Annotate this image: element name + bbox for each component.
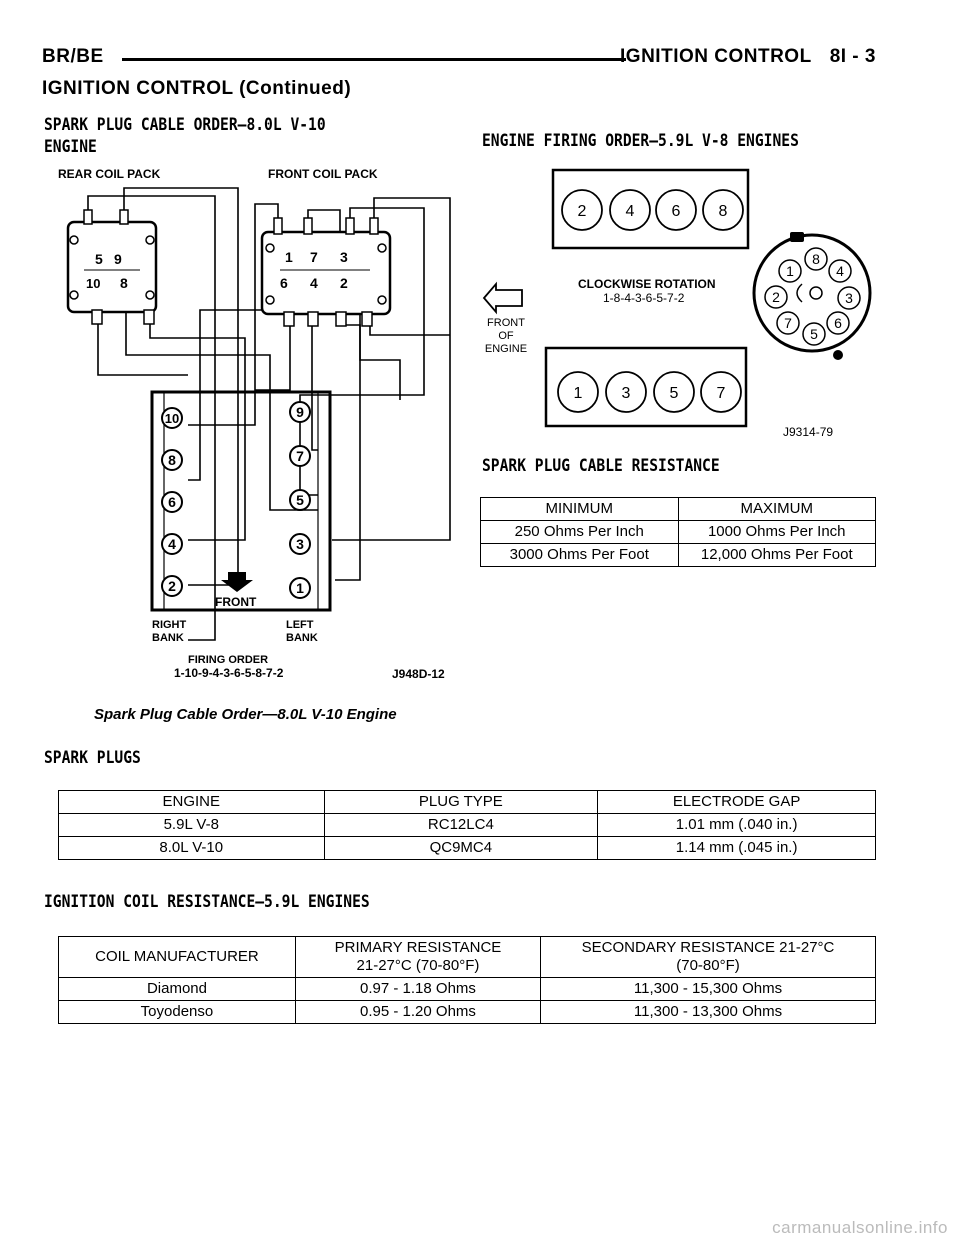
top-cylinder-2: 2 [577, 203, 587, 220]
header-page-number: 8I - 3 [829, 46, 876, 67]
firing-order-value: 1-10-9-4-3-6-5-8-7-2 [174, 666, 284, 680]
coil-resistance-table [58, 936, 876, 1024]
page-header [42, 40, 876, 76]
table-row [481, 521, 876, 544]
right-bank-label-line2: BANK [152, 632, 184, 644]
table-row [59, 837, 876, 860]
table-cell: 11,300 - 13,300 Ohms [541, 1001, 876, 1024]
rear-coil-tower-10: 10 [86, 276, 101, 291]
cable-order-title [44, 114, 326, 158]
bottom-cylinder-1: 1 [573, 385, 583, 402]
front-coil-tower-1: 1 [285, 249, 293, 265]
table-header-row [59, 937, 876, 978]
right-bank-cylinders [162, 408, 182, 596]
left-bank-cylinder-7: 7 [296, 448, 304, 464]
rear-coil-pack-label: REAR COIL PACK [58, 167, 161, 181]
table-cell: 0.95 - 1.20 Ohms [295, 1001, 540, 1024]
header-line: 21-27°C (70-80°F) [356, 957, 480, 974]
header-model: BR/BE [42, 46, 104, 67]
right-figure-id: J9314-79 [783, 425, 834, 439]
top-cylinder-8: 8 [718, 203, 728, 220]
header-maximum: MAXIMUM [678, 498, 876, 521]
header-plug-type: PLUG TYPE [324, 791, 598, 814]
distributor-terminal-4: 4 [836, 263, 844, 279]
left-bank-cylinder-1: 1 [296, 580, 304, 596]
table-cell: 1.14 mm (.045 in.) [598, 837, 876, 860]
rear-coil-pack [68, 210, 156, 324]
front-of-engine-line2: OF [498, 330, 514, 342]
coil-resistance-title: IGNITION COIL RESISTANCE—5.9L ENGINES [44, 892, 370, 912]
front-coil-pack-label: FRONT COIL PACK [268, 167, 378, 181]
front-arrow-icon [484, 284, 522, 312]
right-bank-cylinder-8: 8 [168, 452, 176, 468]
front-coil-tower-6: 6 [280, 275, 288, 291]
table-cell: 1000 Ohms Per Inch [678, 521, 876, 544]
table-cell: 5.9L V-8 [59, 814, 325, 837]
continued-heading: IGNITION CONTROL (Continued) [42, 78, 352, 99]
firing-order-label: FIRING ORDER [188, 654, 269, 666]
header-engine: ENGINE [59, 791, 325, 814]
header-coil-manufacturer [59, 937, 296, 978]
table-row [59, 978, 876, 1001]
bottom-cylinder-3: 3 [621, 385, 631, 402]
left-bank-label-line1: LEFT [286, 619, 314, 631]
header-line: (70-80°F) [676, 957, 740, 974]
front-coil-tower-2: 2 [340, 275, 348, 291]
front-coil-tower-7: 7 [310, 249, 318, 265]
table-cell: 1.01 mm (.040 in.) [598, 814, 876, 837]
front-coil-tower-3: 3 [340, 249, 348, 265]
header-minimum: MINIMUM [481, 498, 679, 521]
distributor-terminal-3: 3 [845, 290, 853, 306]
header-section: IGNITION CONTROL [620, 46, 812, 67]
cable-resistance-title: SPARK PLUG CABLE RESISTANCE [482, 456, 720, 476]
distributor-terminal-1: 1 [786, 263, 794, 279]
table-header-row [59, 791, 876, 814]
table-cell: 8.0L V-10 [59, 837, 325, 860]
bottom-cylinder-7: 7 [716, 385, 726, 402]
v10-cable-order-diagram [40, 160, 470, 700]
distributor-terminal-8: 8 [812, 251, 820, 267]
table-cell: 0.97 - 1.18 Ohms [295, 978, 540, 1001]
rotation-order: 1-8-4-3-6-5-7-2 [603, 291, 685, 305]
front-coil-pack [262, 218, 390, 326]
table-cell: Toyodenso [59, 1001, 296, 1024]
table-cell: RC12LC4 [324, 814, 598, 837]
left-figure-id: J948D-12 [392, 667, 445, 681]
front-coil-tower-4: 4 [310, 275, 318, 291]
top-cylinder-6: 6 [671, 203, 681, 220]
table-cell: Diamond [59, 978, 296, 1001]
front-label: FRONT [215, 595, 257, 609]
right-bank-cylinder-10: 10 [164, 411, 180, 426]
cable-resistance-table [480, 497, 876, 567]
table-header-row [481, 498, 876, 521]
header-line: COIL MANUFACTURER [95, 948, 259, 965]
v8-firing-order-diagram [478, 160, 878, 450]
right-bank-cylinder-4: 4 [168, 536, 176, 552]
table-row [59, 1001, 876, 1024]
table-cell: 250 Ohms Per Inch [481, 521, 679, 544]
bottom-cylinder-5: 5 [669, 385, 679, 402]
right-bank-cylinder-2: 2 [168, 578, 176, 594]
right-bank-label-line1: RIGHT [152, 619, 187, 631]
front-of-engine-line1: FRONT [487, 317, 525, 329]
right-bank-cylinder-6: 6 [168, 494, 176, 510]
rear-coil-tower-9: 9 [114, 251, 122, 267]
header-line: SECONDARY RESISTANCE 21-27°C [581, 939, 835, 956]
rear-coil-tower-8: 8 [120, 275, 128, 291]
table-cell: 11,300 - 15,300 Ohms [541, 978, 876, 1001]
header-rule [122, 58, 626, 61]
table-cell: 3000 Ohms Per Foot [481, 544, 679, 567]
left-bank-cylinder-5: 5 [296, 492, 304, 508]
spark-plugs-title: SPARK PLUGS [44, 748, 141, 768]
header-electrode-gap: ELECTRODE GAP [598, 791, 876, 814]
distributor-cap [754, 232, 870, 360]
rear-coil-tower-5: 5 [95, 251, 103, 267]
watermark: carmanualsonline.info [772, 1218, 948, 1237]
cable-order-title-line1: SPARK PLUG CABLE ORDER—8.0L V-10 [44, 115, 326, 135]
spark-plugs-table [58, 790, 876, 860]
top-cylinder-4: 4 [625, 203, 635, 220]
header-right [620, 46, 876, 68]
header-primary-resistance [295, 937, 540, 978]
firing-order-title: ENGINE FIRING ORDER—5.9L V-8 ENGINES [482, 131, 799, 151]
header-secondary-resistance [541, 937, 876, 978]
table-row [59, 814, 876, 837]
distributor-terminal-6: 6 [834, 315, 842, 331]
distributor-terminal-2: 2 [772, 289, 780, 305]
table-row [481, 544, 876, 567]
front-of-engine-line3: ENGINE [484, 343, 528, 355]
table-cell: 12,000 Ohms Per Foot [678, 544, 876, 567]
cable-order-caption: Spark Plug Cable Order—8.0L V-10 Engine [94, 706, 397, 723]
table-cell: QC9MC4 [324, 837, 598, 860]
left-bank-cylinder-3: 3 [296, 536, 304, 552]
left-bank-cylinder-9: 9 [296, 404, 304, 420]
clockwise-rotation-label: CLOCKWISE ROTATION [578, 277, 716, 291]
distributor-terminal-5: 5 [810, 326, 818, 342]
header-line: PRIMARY RESISTANCE [334, 939, 502, 956]
left-bank-label-line2: BANK [286, 632, 318, 644]
cable-order-title-line2: ENGINE [44, 137, 97, 157]
distributor-terminal-7: 7 [784, 315, 792, 331]
